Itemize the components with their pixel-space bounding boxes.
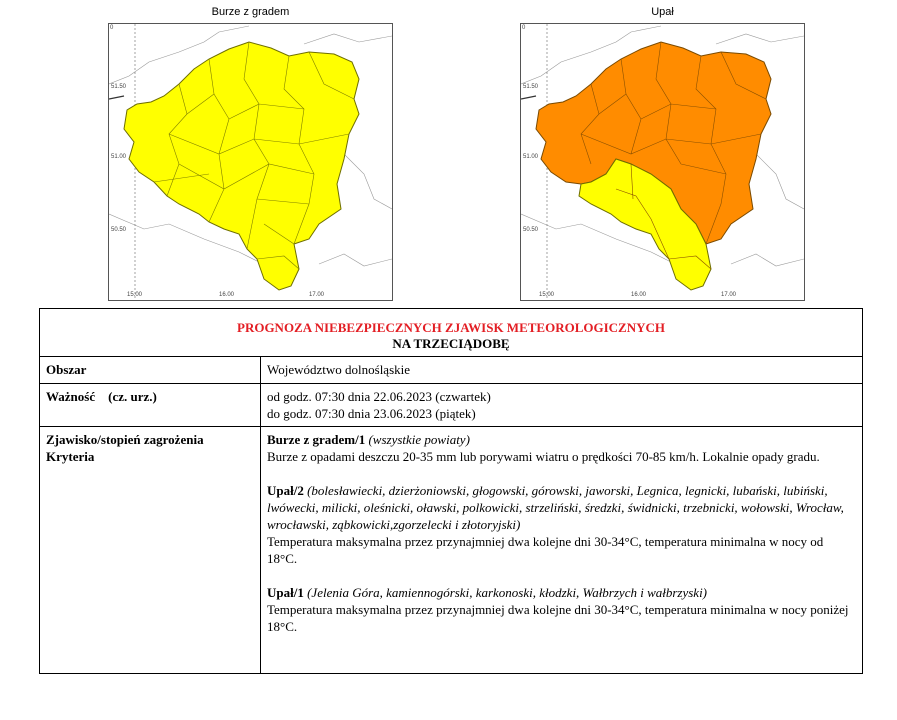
neighbor-border: [319, 254, 392, 266]
lower-silesia-region: [124, 42, 359, 290]
storms-map-svg: [109, 24, 392, 300]
neighbor-border: [344, 154, 392, 209]
neighbor-border: [756, 154, 804, 209]
validity-row: [40, 384, 863, 427]
phenomenon-label-line2: Kryteria: [46, 449, 95, 464]
heat1-section: [267, 584, 856, 601]
lon-label: 16.00: [219, 292, 235, 298]
lon-label: 15.00: [539, 292, 555, 298]
validity-value: [261, 384, 863, 427]
phenomenon-details: [261, 427, 863, 674]
neighbor-border: [716, 34, 804, 44]
storm-scope: (wszystkie powiaty): [368, 432, 470, 447]
forecast-subtitle: NA TRZECIĄDOBĘ: [392, 336, 510, 351]
area-value: Województwo dolnośląskie: [261, 357, 863, 384]
neighbor-border: [304, 34, 392, 44]
area-label: Obszar: [40, 357, 261, 384]
validity-to: do godz. 07:30 dnia 23.06.2023 (piątek): [267, 406, 476, 421]
corner-label: 0: [522, 25, 526, 31]
map-title-storms: Burze z gradem: [211, 6, 290, 18]
heat2-title: Upał/2: [267, 483, 304, 498]
neighbor-border: [731, 254, 804, 266]
area-row: [40, 357, 863, 384]
validity-from: od godz. 07:30 dnia 22.06.2023 (czwartek): [267, 389, 491, 404]
phenomenon-label-line1: Zjawisko/stopień zagrożenia: [46, 432, 204, 447]
heat1-scope: (Jelenia Góra, kamiennogórski, karkonoski, kłodzki, Wałbrzych i wałbrzyski): [307, 585, 708, 600]
lat-label: 51.50: [523, 84, 539, 90]
phenomenon-label: [40, 427, 261, 674]
heat2-section: [267, 482, 856, 533]
state-border: [109, 96, 124, 99]
lon-label: 17.00: [309, 292, 325, 298]
storm-text: Burze z opadami deszczu 20-35 mm lub porywami wiatru o prędkości 70-85 km/h. Lokalnie opady gradu.: [267, 449, 820, 464]
forecast-header: [40, 309, 863, 357]
heat2-text: Temperatura maksymalna przez przynajmniej dwa kolejne dni 30-34°C, temperatura minimalna w nocy od 18°C.: [267, 534, 824, 566]
heat1-text: Temperatura maksymalna przez przynajmniej dwa kolejne dni 30-34°C, temperatura minimalna w nocy poniżej 18°C.: [267, 602, 849, 634]
storm-section: [267, 431, 856, 448]
validity-label: Ważność (cz. urz.): [40, 384, 261, 427]
heat-map-svg: [521, 24, 804, 300]
lon-label: 16.00: [631, 292, 647, 298]
forecast-header-row: [40, 309, 863, 357]
forecast-table: [39, 308, 863, 674]
lat-label: 51.50: [111, 84, 127, 90]
map-storms: [108, 23, 393, 301]
lon-label: 17.00: [721, 292, 737, 298]
heat1-title: Upał/1: [267, 585, 304, 600]
map-heat: [520, 23, 805, 301]
storm-title: Burze z gradem/1: [267, 432, 366, 447]
lat-label: 50.50: [111, 227, 127, 233]
map-title-heat: Upał: [651, 6, 674, 18]
lon-label: 15.00: [127, 292, 143, 298]
lat-label: 50.50: [523, 227, 539, 233]
lat-label: 51.00: [111, 154, 127, 160]
lat-label: 51.00: [523, 154, 539, 160]
phenomenon-row: [40, 427, 863, 674]
heat2-scope: (bolesławiecki, dzierżoniowski, głogowski, górowski, jaworski, Legnica, legnicki, lubański, lubiński, lwówecki, milicki, oleśnicki, oławski, polkowicki, strzeliński, średzki, świdnicki, trzebnicki, wołowski, Wrocław, wrocławski, ząbkowicki,zgorzelecki i złotoryjski): [267, 483, 844, 532]
forecast-title: PROGNOZA NIEBEZPIECZNYCH ZJAWISK METEOROLOGICZNYCH: [237, 320, 665, 335]
state-border: [521, 96, 536, 99]
corner-label: 0: [110, 25, 114, 31]
